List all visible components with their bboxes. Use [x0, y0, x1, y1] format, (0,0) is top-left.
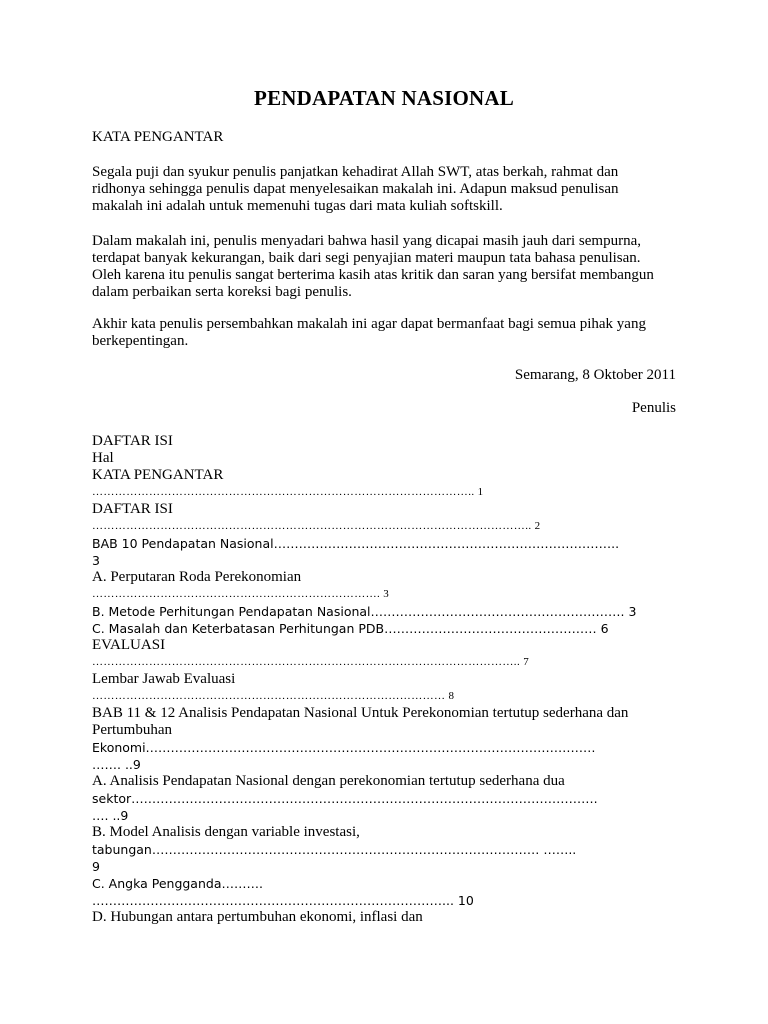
toc-line: C. Masalah dan Keterbatasan Perhitungan PDB…………………………………………… 6: [92, 621, 609, 636]
text-line: Akhir kata penulis persembahkan makalah ini agar dapat bermanfaat bagi semua pihak yang: [92, 316, 646, 332]
paragraph-2: [92, 233, 676, 301]
toc-line: ……. ..9: [92, 757, 141, 772]
paragraph-3: [92, 316, 676, 350]
toc-line: BAB 10 Pendapatan Nasional………………………………………………………………………..: [92, 536, 620, 551]
place-date: Semarang, 8 Oktober 2011: [514, 367, 676, 383]
paragraph-1: [92, 164, 676, 215]
text-line: Segala puji dan syukur penulis panjatkan kehadirat Allah SWT, atas berkah, rahmat dan: [92, 164, 619, 180]
toc-line: 3: [92, 553, 100, 568]
table-of-contents: [92, 433, 676, 926]
text-line: berkepentingan.: [92, 333, 189, 349]
toc-line: …………………………………………………………………………………………………….. 2: [92, 520, 541, 532]
toc-line: 9: [92, 859, 100, 874]
text-line: Oleh karena itu penulis sangat berterima kasih atas kritik dan saran yang bersifat membangun: [92, 267, 654, 283]
toc-line: ………………………………………………………………………………… 8: [92, 690, 455, 702]
toc-line: EVALUASI: [92, 637, 166, 653]
toc-line: A. Perputaran Roda Perekonomian: [92, 569, 302, 585]
toc-line: Lembar Jawab Evaluasi: [92, 671, 236, 687]
text-line: ridhonya sehingga penulis dapat menyelesaikan makalah ini. Adapun maksud penulisan: [92, 181, 619, 197]
toc-line: ……………………………………………………………………………………….. 1: [92, 486, 484, 498]
text-line: makalah ini adalah untuk memenuhi tugas dari mata kuliah softskill.: [92, 198, 503, 214]
toc-line: DAFTAR ISI: [92, 501, 173, 517]
text-line: Dalam makalah ini, penulis menyadari bahwa hasil yang dicapai masih jauh dari sempurna,: [92, 233, 641, 249]
toc-line: B. Model Analisis dengan variable investasi,: [92, 824, 360, 840]
toc-line: A. Analisis Pendapatan Nasional dengan perekonomian tertutup sederhana dua: [92, 773, 565, 789]
toc-line: …. ..9: [92, 808, 129, 823]
toc-line: KATA PENGANTAR: [92, 467, 224, 483]
toc-line: tabungan………………………………………………………………………………… ……..: [92, 842, 577, 857]
toc-line: ………………………………………………………………………………………………….. 7: [92, 656, 530, 668]
toc-line: D. Hubungan antara pertumbuhan ekonomi, inflasi dan: [92, 909, 423, 925]
toc-line: BAB 11 & 12 Analisis Pendapatan Nasional Untuk Perekonomian tertutup sederhana dan: [92, 705, 629, 721]
toc-line: Pertumbuhan: [92, 722, 172, 738]
toc-line: Ekonomi………………………………………………………………………………………………: [92, 740, 596, 755]
toc-hal-label: Hal: [92, 450, 114, 466]
section-heading: KATA PENGANTAR: [92, 129, 224, 145]
text-line: dalam perbaikan serta koreksi bagi penulis.: [92, 284, 352, 300]
document-title: PENDAPATAN NASIONAL: [254, 86, 514, 110]
toc-line: B. Metode Perhitungan Pendapatan Nasional……………………………………………………. 3: [92, 604, 637, 619]
toc-heading: DAFTAR ISI: [92, 433, 173, 449]
toc-line: C. Angka Pengganda……….: [92, 876, 263, 891]
toc-line: sektor………………………………………………………………………………………………….: [92, 791, 598, 806]
toc-line: …………………………………………………………………………... 10: [92, 893, 474, 908]
toc-line: …………………………………………………………………. 3: [92, 588, 390, 600]
kata-pengantar-heading: [92, 129, 676, 146]
signature: Penulis: [631, 400, 676, 416]
text-line: terdapat banyak kekurangan, baik dari segi penyajian materi maupun tata bahasa penulisan.: [92, 250, 641, 266]
